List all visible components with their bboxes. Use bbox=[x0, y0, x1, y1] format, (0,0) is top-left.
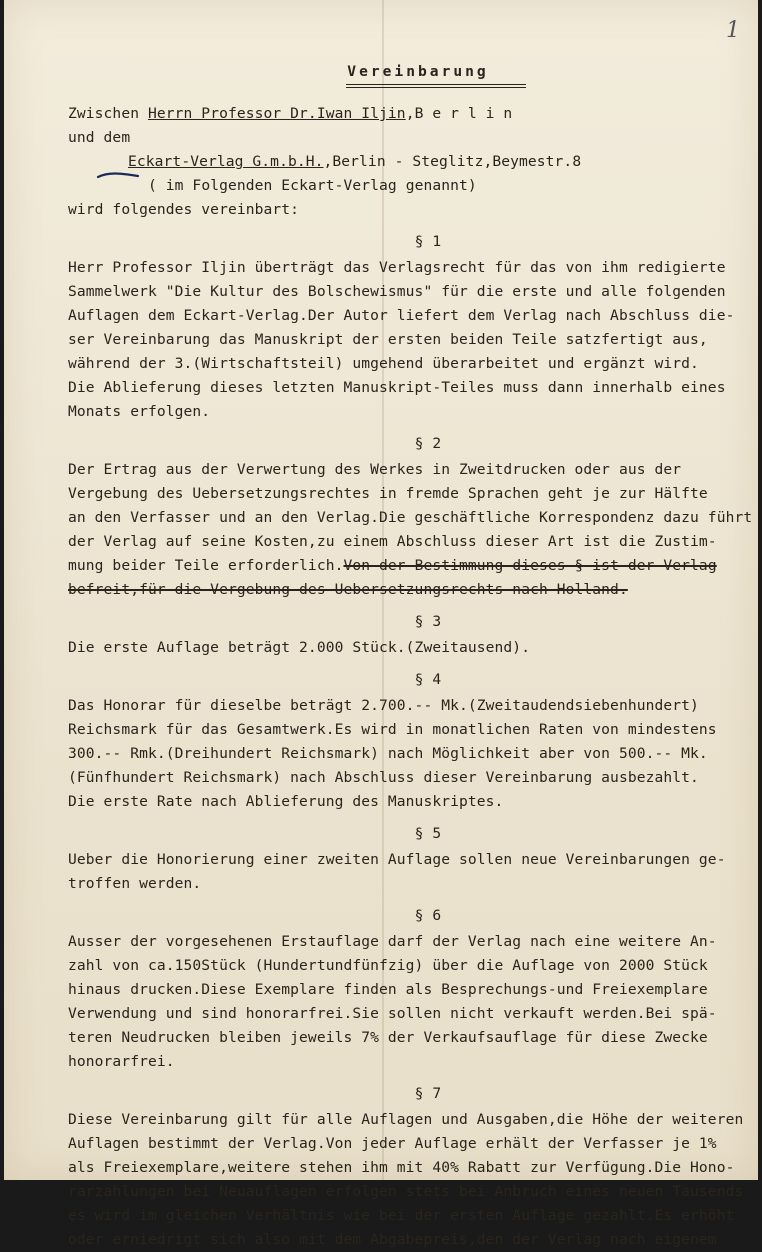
contract-text bbox=[68, 60, 753, 1252]
text-line bbox=[68, 304, 748, 328]
line-text: als Freiexemplare,weitere stehen ihm mit 40% Rabatt zur Verfügung.Die Hono- bbox=[68, 1159, 735, 1176]
text-line bbox=[68, 400, 748, 424]
text-line bbox=[68, 1180, 748, 1204]
line-text: rarzahlungen bei Neuauflagen erfolgen stets bei Anbruch eines neuen Tausends bbox=[68, 1183, 744, 1200]
text-line bbox=[68, 328, 748, 352]
section-heading: § 1 bbox=[414, 233, 442, 250]
line-text: Die erste Rate nach Ablieferung des Manuskriptes. bbox=[68, 793, 504, 810]
text-line bbox=[68, 930, 748, 954]
text-line bbox=[68, 1204, 748, 1228]
paper-sheet bbox=[4, 0, 758, 1248]
section-body bbox=[68, 1108, 748, 1252]
text-line bbox=[68, 554, 748, 578]
text-line bbox=[68, 256, 748, 280]
line-text: Die Ablieferung dieses letzten Manuskript-Teiles muss dann innerhalb eines bbox=[68, 379, 726, 396]
publisher-address: ,Berlin - Steglitz,Beymestr.8 bbox=[323, 153, 582, 170]
section-heading: § 3 bbox=[414, 613, 442, 630]
page-number: 1 bbox=[726, 18, 740, 43]
text-line bbox=[68, 1132, 748, 1156]
line-text: Vergebung des Uebersetzungsrechtes in fremde Sprachen geht je zur Hälfte bbox=[68, 485, 708, 502]
text-line bbox=[68, 1050, 748, 1074]
line-text: an den Verfasser und an den Verlag.Die geschäftliche Korrespondenz dazu führt bbox=[68, 509, 753, 526]
text-line bbox=[68, 280, 748, 304]
text-line bbox=[68, 766, 748, 790]
title-underline bbox=[346, 84, 526, 88]
line-text: oder erniedrigt sich also mit dem Abgabepreis,den der Verlag nach eigenem bbox=[68, 1231, 717, 1248]
text-line bbox=[68, 1156, 748, 1180]
line-text: Der Ertrag aus der Verwertung des Werkes in Zweitdrucken oder aus der bbox=[68, 461, 682, 478]
section-body bbox=[68, 848, 748, 896]
line-text: Auflagen dem Eckart-Verlag.Der Autor liefert dem Verlag nach Abschluss die- bbox=[68, 307, 735, 324]
text-line bbox=[68, 848, 748, 872]
document-title bbox=[88, 60, 748, 84]
text-line bbox=[68, 978, 748, 1002]
party-line-5: wird folgendes vereinbart: bbox=[68, 201, 300, 218]
text-line bbox=[68, 352, 748, 376]
line-text: Monats erfolgen. bbox=[68, 403, 211, 420]
line-text: ser Vereinbarung das Manuskript der ersten beiden Teile satzfertigt aus, bbox=[68, 331, 708, 348]
section-heading: § 6 bbox=[414, 907, 442, 924]
party-line-1 bbox=[68, 102, 748, 126]
section-heading: § 5 bbox=[414, 825, 442, 842]
line-text: zahl von ca.150Stück (Hundertundfünfzig) über die Auflage von 2000 Stück bbox=[68, 957, 708, 974]
text-line bbox=[68, 506, 753, 530]
line-text: Verwendung und sind honorarfrei.Sie sollen nicht verkauft werden.Bei spä- bbox=[68, 1005, 717, 1022]
line-text: der Verlag auf seine Kosten,zu einem Abschluss dieser Art ist die Zustim- bbox=[68, 533, 717, 550]
line-text: Das Honorar für dieselbe beträgt 2.700.-- Mk.(Zweitaudendsiebenhundert) bbox=[68, 697, 699, 714]
text-line bbox=[68, 1002, 748, 1026]
line-text: Ueber die Honorierung einer zweiten Auflage sollen neue Vereinbarungen ge- bbox=[68, 851, 726, 868]
line-text: honorarfrei. bbox=[68, 1053, 175, 1070]
party-line-3 bbox=[68, 150, 748, 174]
text-line bbox=[68, 482, 748, 506]
line-text: troffen werden. bbox=[68, 875, 202, 892]
party-line-4: ( im Folgenden Eckart-Verlag genannt) bbox=[148, 177, 477, 194]
line-text: Herr Professor Iljin überträgt das Verlagsrecht für das von ihm redigierte bbox=[68, 259, 726, 276]
section-heading: § 7 bbox=[414, 1085, 442, 1102]
section-body bbox=[68, 930, 748, 1074]
line-text: Reichsmark für das Gesamtwerk.Es wird in monatlichen Raten von mindestens bbox=[68, 721, 717, 738]
text-line bbox=[68, 954, 748, 978]
party-prefix: Zwischen bbox=[68, 105, 148, 122]
text-line bbox=[68, 1108, 748, 1132]
section-heading: § 4 bbox=[414, 671, 442, 688]
text-line bbox=[68, 1026, 748, 1050]
section-body bbox=[68, 694, 748, 814]
section-body bbox=[68, 636, 748, 660]
text-line bbox=[68, 530, 748, 554]
text-line bbox=[68, 718, 748, 742]
section-heading: § 2 bbox=[414, 435, 442, 452]
text-line bbox=[68, 458, 748, 482]
party-line-2: und dem bbox=[68, 129, 131, 146]
line-text: 300.-- Rmk.(Dreihundert Reichsmark) nach Möglichkeit aber von 500.-- Mk. bbox=[68, 745, 708, 762]
line-text: mung beider Teile erforderlich. bbox=[68, 557, 344, 574]
line-text: Sammelwerk "Die Kultur des Bolschewismus" für die erste und alle folgenden bbox=[68, 283, 726, 300]
author-name: Herrn Professor Dr.Iwan Iljin bbox=[147, 105, 406, 122]
title-text: Vereinbarung bbox=[347, 63, 489, 80]
text-line bbox=[68, 742, 748, 766]
sections-container bbox=[68, 230, 753, 1252]
text-line bbox=[68, 636, 748, 660]
author-city: ,B e r l i n bbox=[405, 105, 513, 122]
struck-text: Von der Bestimmung dieses § ist der Verlag bbox=[343, 557, 717, 574]
text-line bbox=[68, 872, 748, 896]
section-body bbox=[68, 458, 753, 602]
text-line bbox=[68, 790, 748, 814]
line-text: Diese Vereinbarung gilt für alle Auflagen und Ausgaben,die Höhe der weiteren bbox=[68, 1111, 744, 1128]
text-line bbox=[68, 694, 748, 718]
text-line bbox=[68, 376, 748, 400]
struck-text: befreit,für die Vergebung des Uebersetzungsrechts nach Holland. bbox=[68, 581, 628, 598]
publisher-name: Eckart-Verlag G.m.b.H. bbox=[128, 153, 324, 170]
section-body bbox=[68, 256, 748, 424]
line-text: teren Neudrucken bleiben jeweils 7% der Verkaufsauflage für diese Zwecke bbox=[68, 1029, 708, 1046]
line-text: Ausser der vorgesehenen Erstauflage darf der Verlag nach eine weitere An- bbox=[68, 933, 717, 950]
text-line bbox=[68, 578, 748, 602]
line-text: hinaus drucken.Diese Exemplare finden als Besprechungs-und Freiexemplare bbox=[68, 981, 708, 998]
line-text: (Fünfhundert Reichsmark) nach Abschluss dieser Vereinbarung ausbezahlt. bbox=[68, 769, 699, 786]
line-text: Die erste Auflage beträgt 2.000 Stück.(Zweitausend). bbox=[68, 639, 531, 656]
line-text: während der 3.(Wirtschaftsteil) umgehend überarbeitet und ergänzt wird. bbox=[68, 355, 699, 372]
line-text: Auflagen bestimmt der Verlag.Von jeder Auflage erhält der Verfasser je 1% bbox=[68, 1135, 717, 1152]
line-text: es wird im gleichen Verhältnis wie bei der ersten Auflage gezahlt.Es erhöht bbox=[68, 1207, 735, 1224]
text-line bbox=[68, 1228, 748, 1252]
